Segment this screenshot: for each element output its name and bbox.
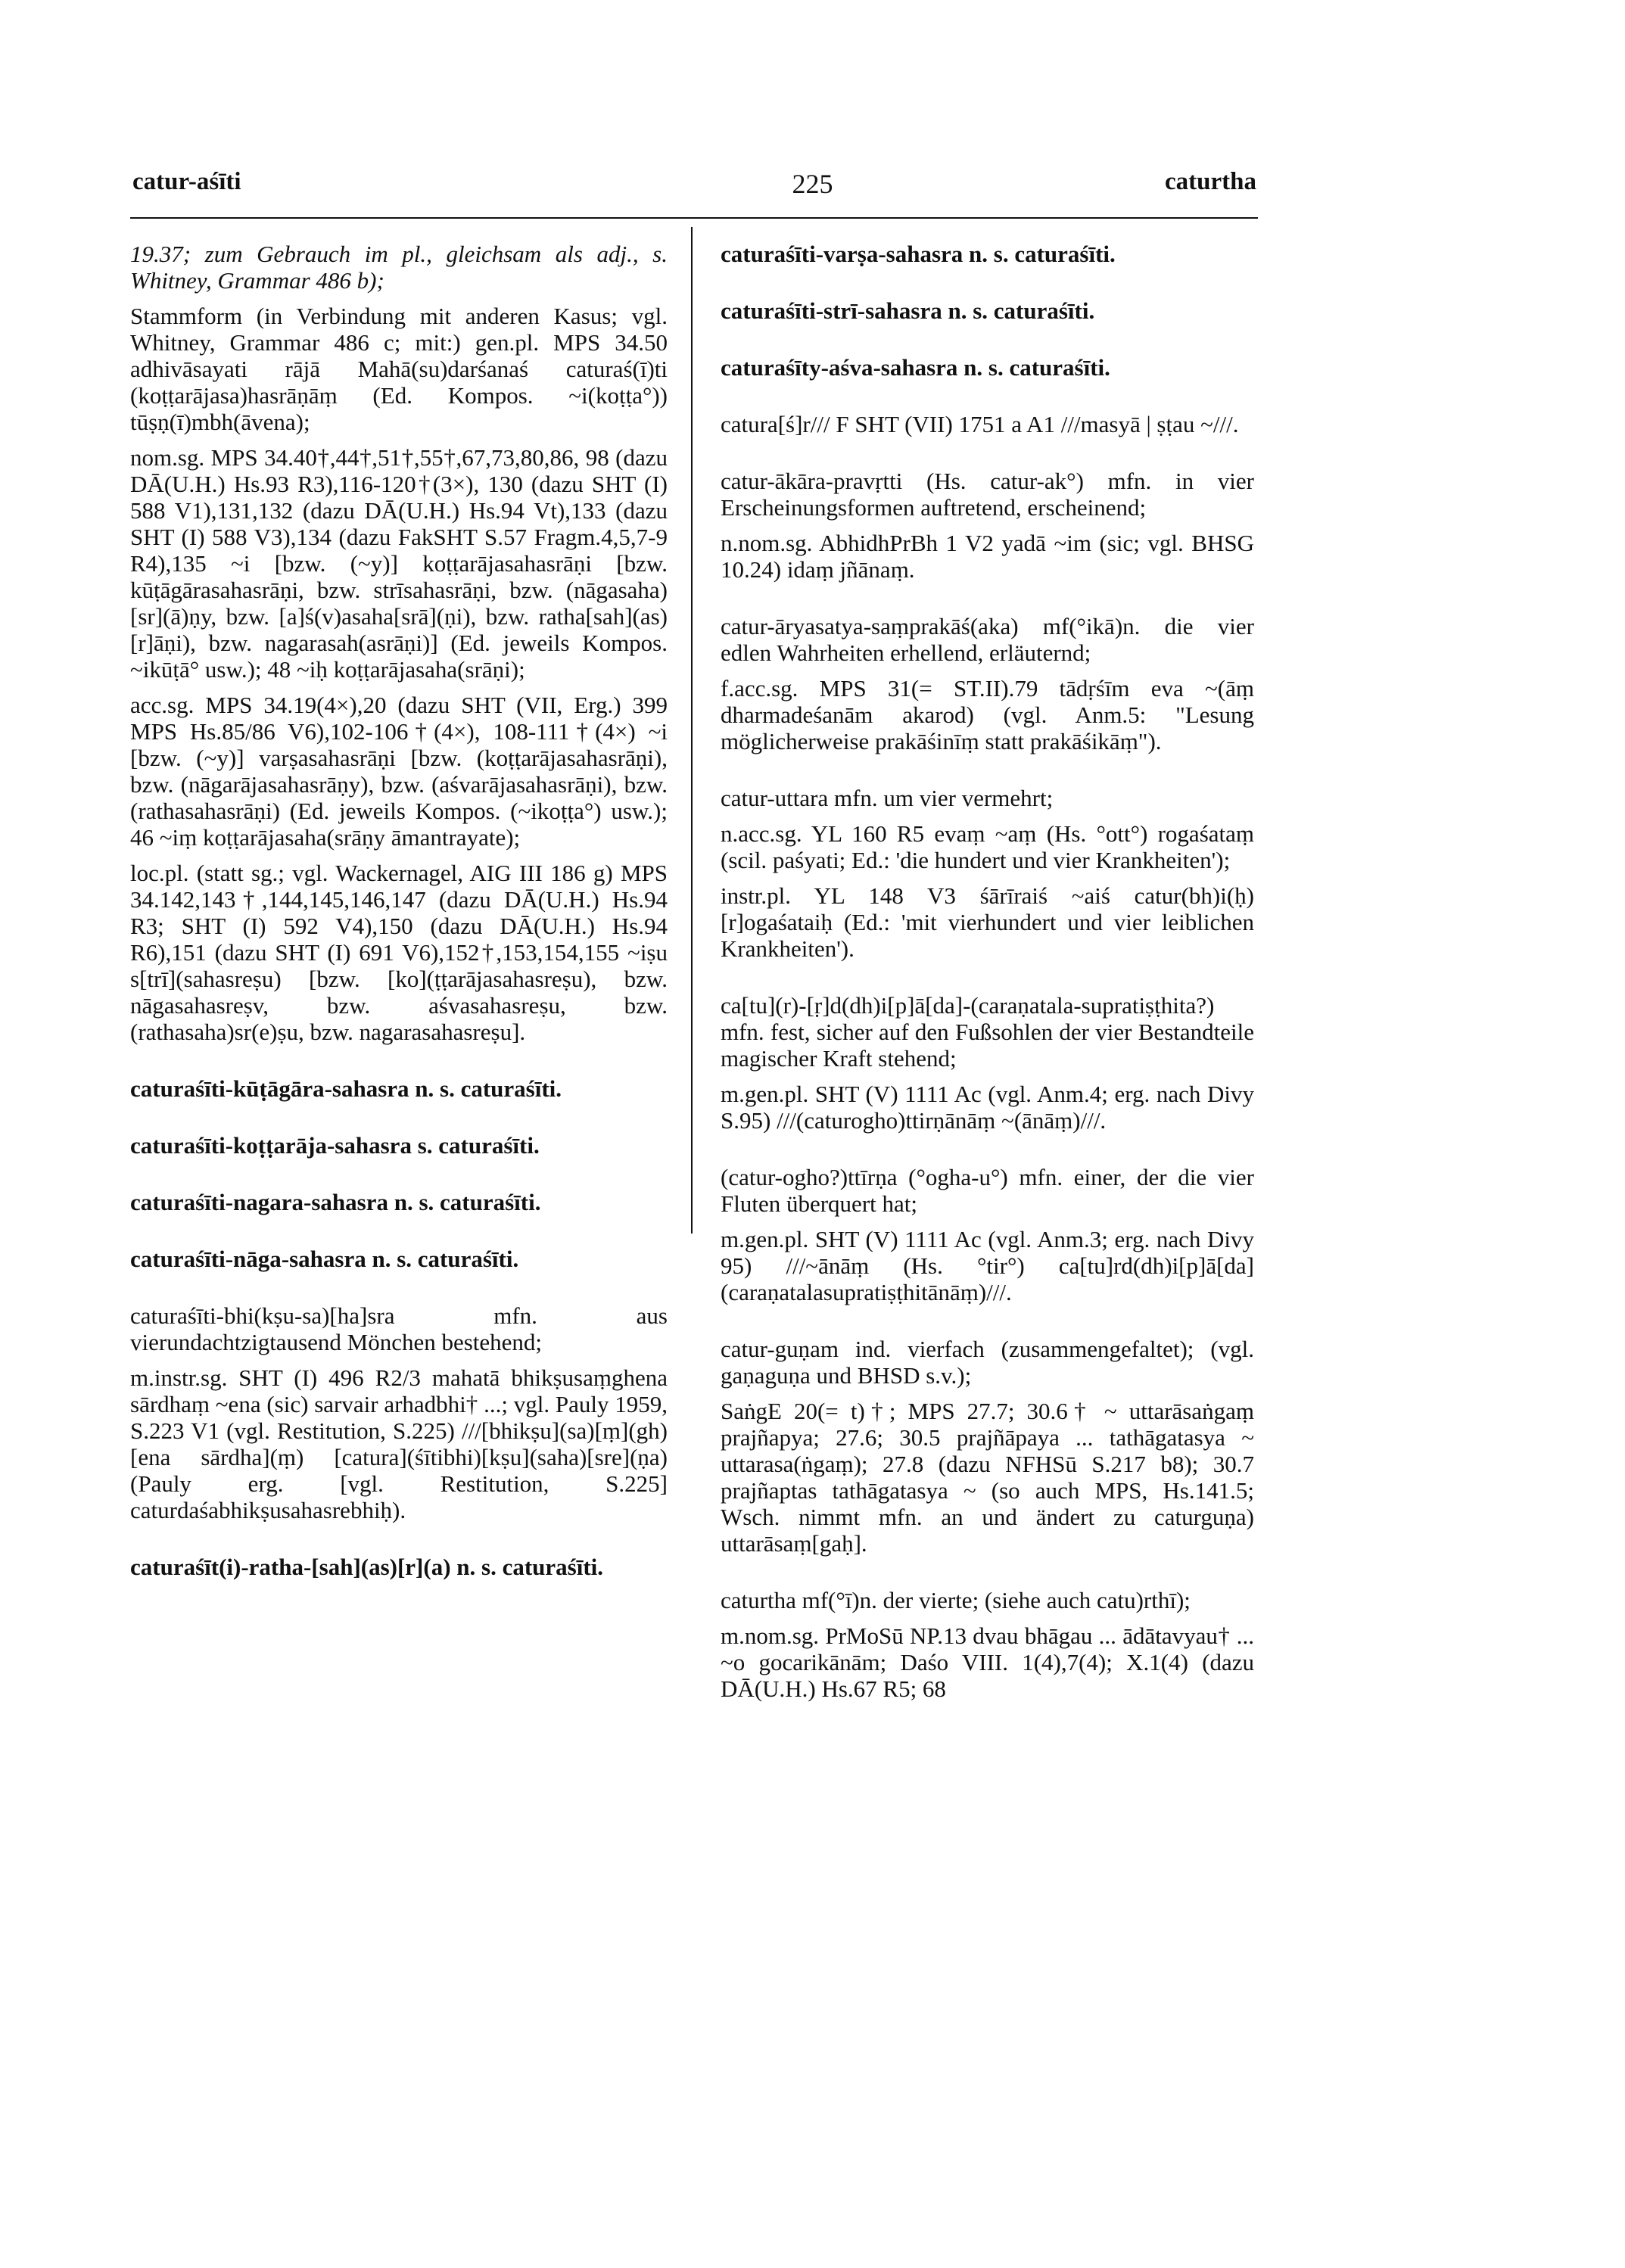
dictionary-entry-body: SaṅgE 20(= t)†; MPS 27.7; 30.6† ~ uttarāsaṅgaṃ prajñapya; 27.6; 30.5 prajñāpaya ... tathāgatasya ~ uttarasa(ṅgaṃ); 27.8 (dazu NFHSū S.217 b8); 30.7 prajñaptas tathāgatasya ~ (so auch MPS, Hs.141.5; Wsch. nimmt mfn. an und ändert zu caturguṇa) uttarāsaṃ[gaḥ]. xyxy=(721,1398,1254,1557)
dictionary-entry: caturaśīti-kūṭāgāra-sahasra n. s. caturaśīti. xyxy=(130,1075,562,1102)
dictionary-entry-head: ca[tu](r)-[ṛ]d(dh)i[p]ā[da]-(caraṇatala-supratiṣṭhita?) mfn. fest, sicher auf den Fußsohlen der vier Bestandteile magischer Kraft stehend; xyxy=(721,992,1254,1072)
dictionary-entry: caturaśīti-strī-sahasra n. s. caturaśīti. xyxy=(721,297,1095,324)
dictionary-entry-body: m.gen.pl. SHT (V) 1111 Ac (vgl. Anm.4; erg. nach Divy S.95) ///(caturogho)ttirṇānāṃ ~(ānāṃ)///. xyxy=(721,1081,1254,1134)
left-guideword: catur-aśīti xyxy=(132,168,241,195)
page-number: 225 xyxy=(792,169,833,199)
dictionary-entry-head: catur-uttara mfn. um vier vermehrt; xyxy=(721,785,1054,811)
dictionary-entry-head: caturtha mf(°ī)n. der vierte; (siehe auch catu)rthī); xyxy=(721,1587,1191,1613)
left-column xyxy=(130,241,668,1610)
dictionary-entry: caturaśīt(i)-ratha-[sah](as)[r](a) n. s. caturaśīti. xyxy=(130,1554,604,1580)
entry-continuation: Stammform (in Verbindung mit anderen Kasus; vgl. Whitney, Grammar 486 c; mit:) gen.pl. MPS 34.50 adhivāsayati rājā Mahā(su)darśanaś caturaś(ī)ti (koṭṭarājasa)hasrāṇāṃ (Ed. Kompos. ~i(koṭṭa°)) tūṣṇ(ī)mbh(āvena); xyxy=(130,303,668,435)
dictionary-entry-head: catur-ākāra-pravṛtti (Hs. catur-ak°) mfn. in vier Erscheinungsformen auftretend, erscheinend; xyxy=(721,468,1254,521)
entry-continuation: 19.37; zum Gebrauch im pl., gleichsam als adj., s. Whitney, Grammar 486 b); xyxy=(130,241,668,294)
dictionary-entry: caturaśīti-koṭṭarāja-sahasra s. caturaśīti. xyxy=(130,1132,540,1159)
dictionary-entry-body: f.acc.sg. MPS 31(= ST.II).79 tādṛśīm eva ~(āṃ dharmadeśanām akarod) (vgl. Anm.5: "Lesung möglicherweise prakāśinīṃ statt prakāśikāṃ"). xyxy=(721,675,1254,754)
dictionary-entry: caturaśīti-nāga-sahasra n. s. caturaśīti. xyxy=(130,1246,519,1272)
entry-continuation: nom.sg. MPS 34.40†,44†,51†,55†,67,73,80,86, 98 (dazu DĀ(U.H.) Hs.93 R3),116-120†(3×), 130 (dazu SHT (I) 588 V1),131,132 (dazu DĀ(U.H.) Hs.94 Vt),133 (dazu SHT (I) 588 V3),134 (dazu FakSHT S.57 Fragm.4,5,7-9 R4),135 ~i [bzw. (~y)] koṭṭarājasahasrāṇi [bzw. kūṭāgārasahasrāṇi, bzw. strīsahasrāṇi, bzw. (nāgasaha)[sr](ā)ṇy, bzw. [a]ś(v)asaha[srā](ṇi), bzw. ratha[sah](as)[r]āṇi), bzw. nagarasah(asrāṇi)] (Ed. jeweils Kompos. ~ikūṭā° usw.); 48 ~iḥ koṭṭarājasaha(srāṇi); xyxy=(130,444,668,683)
column-divider xyxy=(691,227,693,1234)
dictionary-entry-body: n.nom.sg. AbhidhPrBh 1 V2 yadā ~im (sic; vgl. BHSG 10.24) idaṃ jñānaṃ. xyxy=(721,530,1254,583)
dictionary-entry-body: instr.pl. YL 148 V3 śārīraiś ~aiś catur(bh)i(ḥ) [r]ogaśataiḥ (Ed.: 'mit vierhundert und vier leiblichen Krankheiten'). xyxy=(721,882,1254,962)
page-header xyxy=(0,168,1625,206)
dictionary-entry-body: n.acc.sg. YL 160 R5 evaṃ ~aṃ (Hs. °ott°) rogaśataṃ (scil. paśyati; Ed.: 'die hundert und vier Krankheiten'); xyxy=(721,820,1254,873)
dictionary-entry-body: m.gen.pl. SHT (V) 1111 Ac (vgl. Anm.3; erg. nach Divy 95) ///~ānāṃ (Hs. °tir°) ca[tu]rd(dh)i[p]ā[da](caraṇatalasupratiṣṭhitānāṃ)///. xyxy=(721,1226,1254,1305)
dictionary-entry-head: catur-āryasatya-saṃprakāś(aka) mf(°ikā)n. die vier edlen Wahrheiten erhellend, erläuternd; xyxy=(721,613,1254,666)
dictionary-entry-body: m.instr.sg. SHT (I) 496 R2/3 mahatā bhikṣusaṃghena sārdhaṃ ~ena (sic) sarvair arhadbhi† ...; vgl. Pauly 1959, S.223 V1 (vgl. Restitution, S.225) ///[bhikṣu](sa)[ṃ](gh)[ena sārdha](ṃ) [catura](śītibhi)[kṣu](saha)[sre](ṇa) (Pauly erg. [vgl. Restitution, S.225] caturdaśabhikṣusahasrebhiḥ). xyxy=(130,1364,668,1523)
dictionary-entry: caturaśīti-varṣa-sahasra n. s. caturaśīti. xyxy=(721,241,1116,267)
dictionary-entry-body: m.nom.sg. PrMoSū NP.13 dvau bhāgau ... ādātavyau† ... ~o gocarikānām; Daśo VIII. 1(4),7(4); X.1(4) (dazu DĀ(U.H.) Hs.67 R5; 68 xyxy=(721,1622,1254,1702)
dictionary-entry: caturaśīty-aśva-sahasra n. s. caturaśīti. xyxy=(721,354,1110,381)
dictionary-entry-head: catur-guṇam ind. vierfach (zusammengefaltet); (vgl. gaṇaguṇa und BHSD s.v.); xyxy=(721,1336,1254,1389)
dictionary-entry-head: caturaśīti-bhi(kṣu-sa)[ha]sra mfn. aus vierundachtzigtausend Mönchen bestehend; xyxy=(130,1302,668,1355)
dictionary-entry: caturaśīti-nagara-sahasra n. s. caturaśīti. xyxy=(130,1189,541,1215)
dictionary-entry: catura[ś]r/// F SHT (VII) 1751 a A1 ///masyā | ṣṭau ~///. xyxy=(721,411,1239,437)
entry-continuation: loc.pl. (statt sg.; vgl. Wackernagel, AIG III 186 g) MPS 34.142,143†,144,145,146,147 (dazu DĀ(U.H.) Hs.94 R3; SHT (I) 592 V4),150 (dazu DĀ(U.H.) Hs.94 R6),151 (dazu SHT (I) 691 V6),152†,153,154,155 ~iṣu s[trī](sahasreṣu) [bzw. [ko](ṭṭarājasahasreṣu), bzw. nāgasahasreṣv, bzw. aśvasahasreṣu, bzw. (rathasaha)sr(e)ṣu, bzw. nagarasahasreṣu]. xyxy=(130,860,668,1045)
dictionary-entry-head: (catur-ogho?)ttīrṇa (°ogha-u°) mfn. einer, der die vier Fluten überquert hat; xyxy=(721,1164,1254,1217)
right-column xyxy=(721,241,1254,1711)
header-rule xyxy=(130,217,1258,219)
right-guideword: caturtha xyxy=(1165,168,1256,195)
entry-continuation: acc.sg. MPS 34.19(4×),20 (dazu SHT (VII, Erg.) 399 MPS Hs.85/86 V6),102-106†(4×), 108-111†(4×) ~i [bzw. (~y)] varṣasahasrāṇi [bzw. (koṭṭarājasahasrāṇi), bzw. (nāgarājasahasrāṇy), bzw. (aśvarājasahasrāṇi), bzw. (rathasahasrāṇi) (Ed. jeweils Kompos. (~ikoṭṭa°) usw.); 46 ~iṃ koṭṭarājasaha(srāṇy āmantrayate); xyxy=(130,692,668,851)
